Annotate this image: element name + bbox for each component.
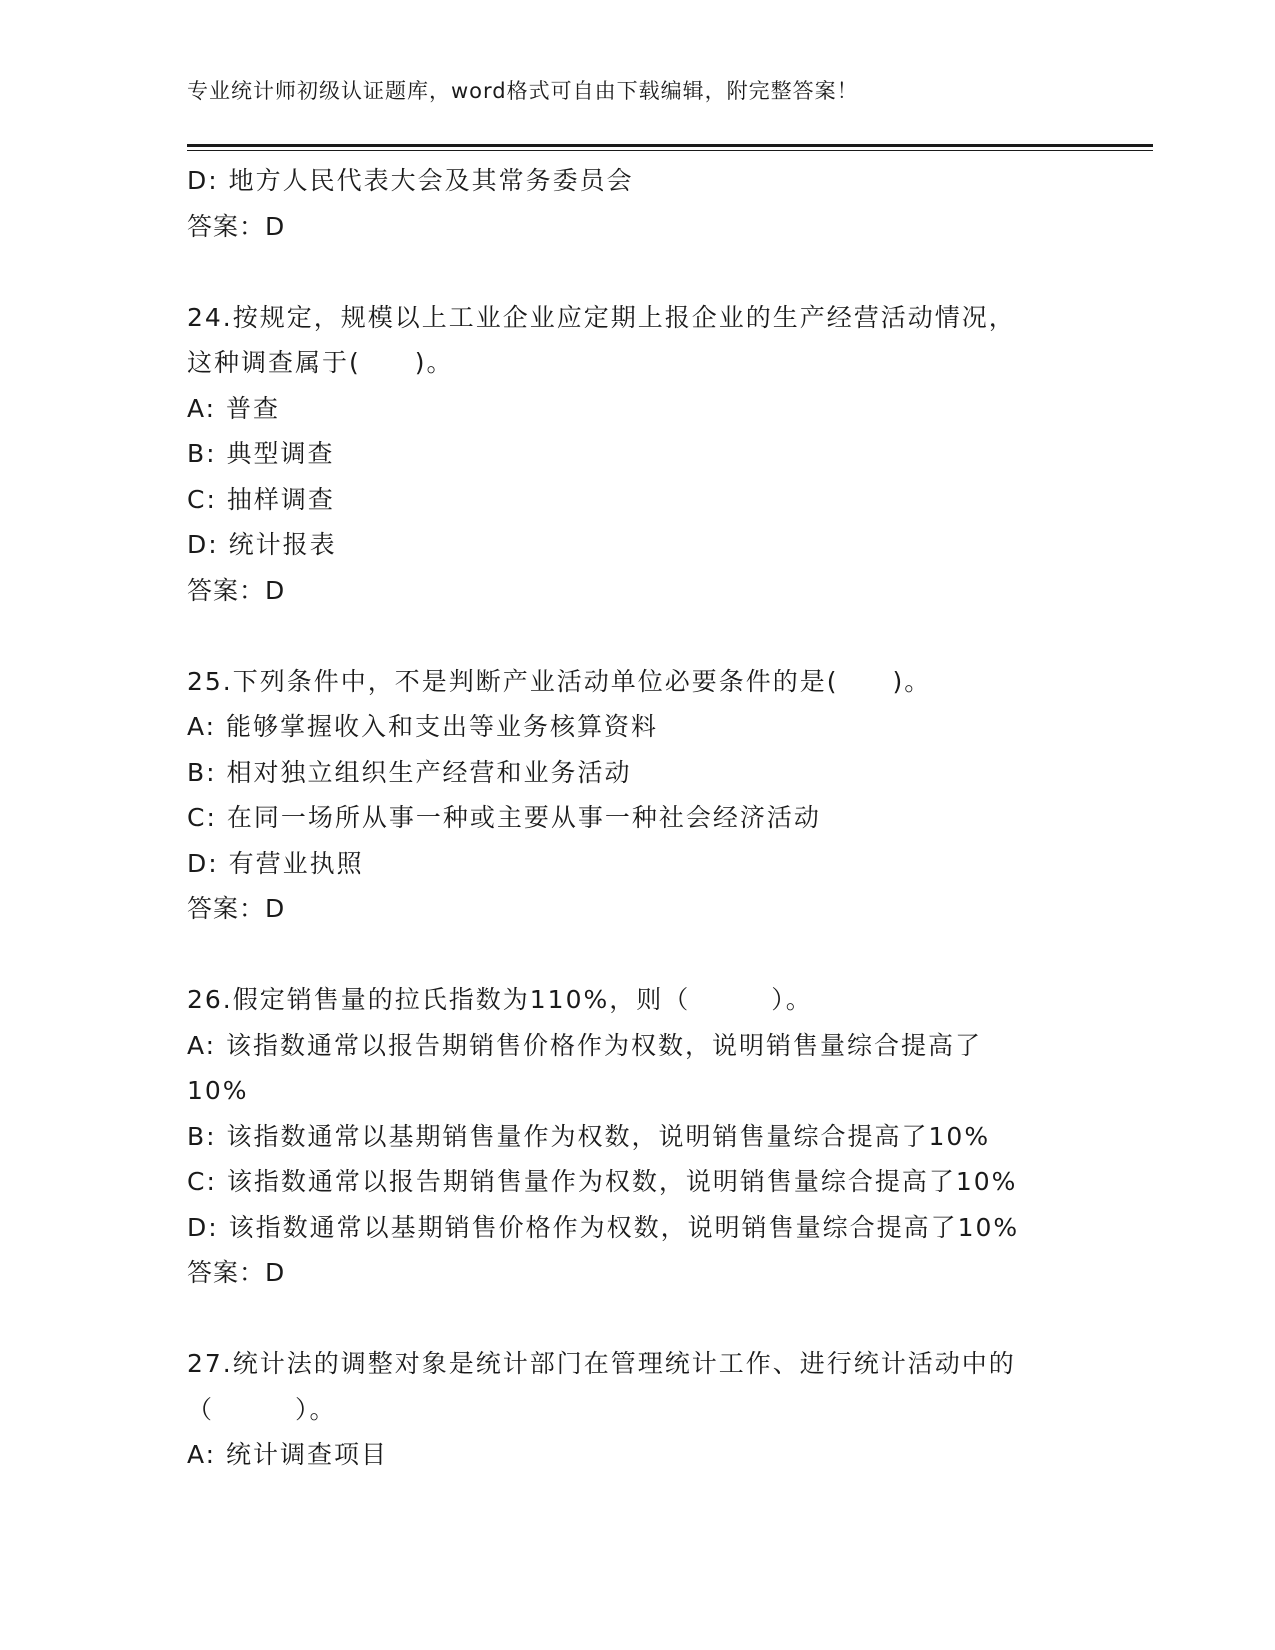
option-b: B: 该指数通常以基期销售量作为权数，说明销售量综合提高了10% xyxy=(187,1121,991,1151)
question-stem: 27.统计法的调整对象是统计部门在管理统计工作、进行统计活动中的 xyxy=(187,1349,1016,1378)
option-c: C: 该指数通常以报告期销售量作为权数，说明销售量综合提高了10% xyxy=(187,1167,1018,1196)
answer: 答案：D xyxy=(187,1258,286,1287)
option-c: C: 抽样调查 xyxy=(187,484,335,514)
option-a: A: 普查 xyxy=(187,393,281,423)
option-c: C: 在同一场所从事一种或主要从事一种社会经济活动 xyxy=(187,803,821,832)
question-stem: 25.下列条件中，不是判断产业活动单位必要条件的是( )。 xyxy=(187,666,932,696)
option-b: B: 相对独立组织生产经营和业务活动 xyxy=(187,757,632,787)
header-divider xyxy=(187,144,1153,147)
option-d: D: 有营业执照 xyxy=(187,848,364,878)
spacer xyxy=(187,613,1087,659)
option-a: A: 该指数通常以报告期销售价格作为权数，说明销售量综合提高了 xyxy=(187,1030,983,1060)
prev-option-d: D: 地方人民代表大会及其常务委员会 xyxy=(187,166,634,195)
spacer xyxy=(187,932,1087,978)
answer: 答案：D xyxy=(187,575,286,605)
option-b: B: 典型调查 xyxy=(187,439,335,468)
question-26 xyxy=(187,977,1087,1296)
question-25 xyxy=(187,659,1087,932)
question-27 xyxy=(187,1341,1087,1478)
spacer xyxy=(187,1296,1087,1342)
option-a: A: 能够掌握收入和支出等业务核算资料 xyxy=(187,712,659,741)
question-24 xyxy=(187,295,1087,614)
question-stem-continued: （ ）。 xyxy=(187,1394,337,1424)
spacer xyxy=(187,249,1087,295)
answer: 答案：D xyxy=(187,894,286,923)
option-d: D: 统计报表 xyxy=(187,530,337,559)
prev-answer: 答案：D xyxy=(187,211,286,241)
document-body xyxy=(187,158,1087,1478)
option-d: D: 该指数通常以基期销售价格作为权数，说明销售量综合提高了10% xyxy=(187,1212,1020,1242)
question-stem-continued: 这种调查属于( )。 xyxy=(187,348,454,377)
question-stem: 24.按规定，规模以上工业企业应定期上报企业的生产经营活动情况， xyxy=(187,302,1016,332)
question-stem: 26.假定销售量的拉氏指数为110%，则（ ）。 xyxy=(187,985,813,1014)
page-header: 专业统计师初级认证题库，word格式可自由下载编辑，附完整答案！ xyxy=(187,79,859,103)
option-a: A: 统计调查项目 xyxy=(187,1440,389,1469)
option-a-continued: 10% xyxy=(187,1076,249,1105)
